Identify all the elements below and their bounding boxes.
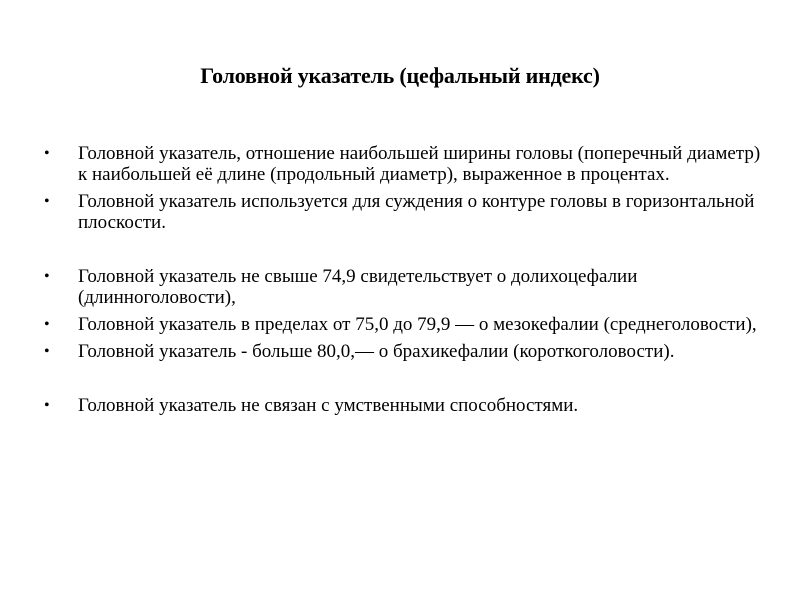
bullet-list bbox=[44, 143, 764, 422]
bullet-text: Головной указатель не свыше 74,9 свидетельствует о долихоцефалии (длинноголовости), bbox=[78, 266, 638, 308]
bullet-item bbox=[44, 191, 764, 233]
bullet-item bbox=[44, 143, 764, 185]
slide-title: Головной указатель (цефальный индекс) bbox=[200, 63, 600, 88]
bullet-text: Головной указатель используется для суждения о контуре головы в горизонтальной плоскости. bbox=[78, 191, 755, 233]
bullet-text: Головной указатель, отношение наибольшей ширины головы (поперечный диаметр) к наибольшей её длине (продольный диаметр), выраженное в процентах. bbox=[78, 143, 761, 185]
bullet-icon: • bbox=[44, 145, 50, 162]
bullet-item bbox=[44, 341, 764, 362]
bullet-icon: • bbox=[44, 316, 50, 333]
bullet-item bbox=[44, 266, 764, 308]
bullet-icon: • bbox=[44, 343, 50, 360]
bullet-text: Головной указатель - больше 80,0,— о брахикефалии (короткоголовости). bbox=[78, 341, 675, 362]
bullet-text: Головной указатель не связан с умственными способностями. bbox=[78, 395, 579, 416]
bullet-item bbox=[44, 314, 764, 335]
bullet-icon: • bbox=[44, 268, 50, 285]
bullet-icon: • bbox=[44, 397, 50, 414]
bullet-icon: • bbox=[44, 193, 50, 210]
bullet-item bbox=[44, 395, 764, 416]
bullet-text: Головной указатель в пределах от 75,0 до 79,9 — о мезокефалии (среднеголовости), bbox=[78, 314, 757, 335]
